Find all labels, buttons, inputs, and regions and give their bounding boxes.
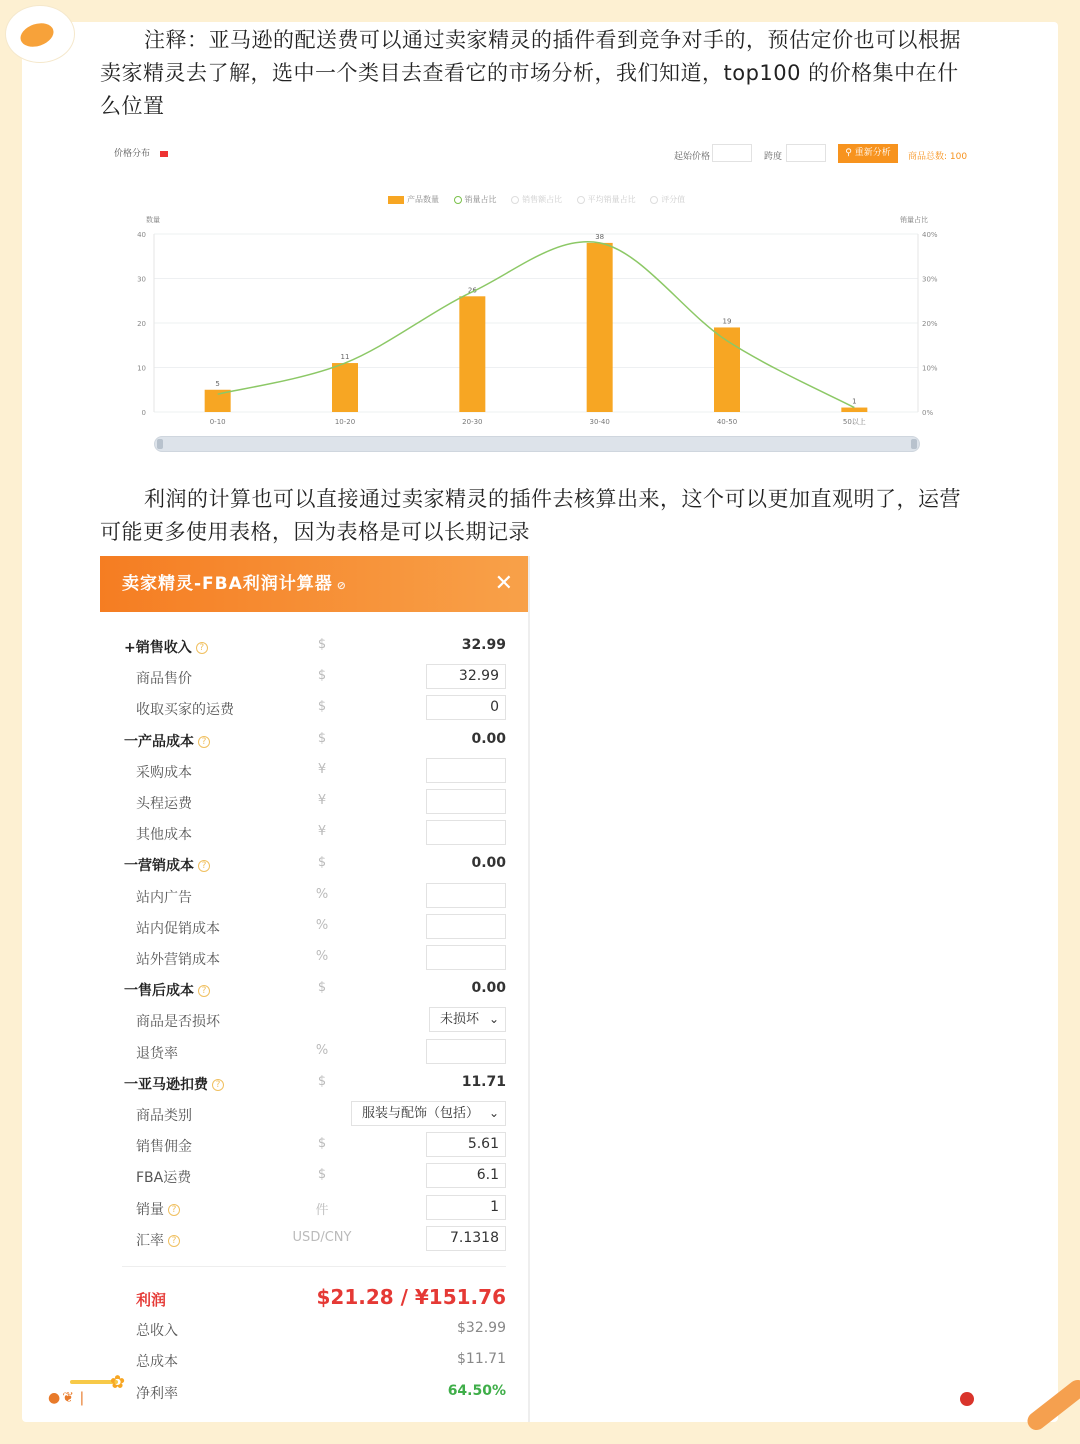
- help-icon[interactable]: ?: [198, 736, 210, 748]
- calc-field-row: [100, 1129, 530, 1160]
- help-icon[interactable]: ?: [196, 642, 208, 654]
- help-icon[interactable]: ?: [212, 1079, 224, 1091]
- total-cost-row: [100, 1344, 530, 1375]
- x-tick-label: 30-40: [589, 418, 610, 426]
- calc-group-row: [100, 848, 530, 879]
- step-label: 跨度: [764, 152, 783, 162]
- total-note: 商品总数: 100: [908, 152, 968, 162]
- unit-label: ¥: [317, 761, 327, 777]
- select-value: 未损坏: [439, 1012, 479, 1028]
- value-input[interactable]: 6.1: [426, 1163, 506, 1188]
- calc-field-row: [100, 1223, 530, 1254]
- value-input[interactable]: [426, 945, 506, 970]
- bar-value-label: 19: [722, 317, 732, 326]
- field-label: [136, 824, 192, 844]
- right-tick-label: 30%: [922, 275, 938, 284]
- group-total: 0.00: [471, 980, 506, 997]
- intro-text: 注释：亚马逊的配送费可以通过卖家精灵的插件看到竞争对手的，预估定价也可以根据卖家精灵去了解，选中一个类目去查看它的市场分析，我们知道，top100 的价格集中在什么位置: [100, 28, 961, 118]
- unit-label: ¥: [317, 824, 327, 840]
- value-input[interactable]: [426, 1039, 506, 1064]
- bar-value-label: 5: [215, 379, 220, 388]
- summary-value: $32.99: [457, 1320, 506, 1337]
- value-input[interactable]: 32.99: [426, 664, 506, 689]
- field-label-text: 一亚马逊扣费: [124, 1076, 208, 1093]
- group-total: 32.99: [461, 637, 506, 653]
- field-label: [136, 1136, 192, 1156]
- value-input[interactable]: 7.1318: [426, 1226, 506, 1251]
- bar-value-label: 11: [340, 353, 350, 362]
- apple-icon: [960, 1392, 974, 1406]
- right-axis-label: 销量占比: [900, 216, 928, 224]
- calc-field-row: [100, 1004, 530, 1035]
- price-distribution-panel: [100, 136, 980, 466]
- decor-blob: [6, 6, 74, 62]
- field-label-text: FBA运费: [136, 1170, 192, 1187]
- group-total: 0.00: [471, 855, 506, 872]
- field-label-text: 一营销成本: [124, 858, 194, 875]
- field-label: [136, 1167, 191, 1187]
- chevron-down-icon: ⌄: [488, 1012, 499, 1027]
- field-label-text: +销售收入: [124, 640, 192, 656]
- bar: [841, 408, 867, 412]
- value-select[interactable]: [351, 1101, 506, 1126]
- calc-group-row: [100, 724, 530, 755]
- field-label-text: 采购成本: [136, 764, 192, 781]
- calc-group-row: [100, 973, 530, 1004]
- field-label: [136, 949, 220, 969]
- bar: [332, 363, 358, 412]
- value-input[interactable]: 1: [426, 1195, 506, 1220]
- legend-label: 平均销量占比: [587, 195, 636, 204]
- start-price-label: 起始价格: [674, 152, 711, 162]
- field-label-text: 其他成本: [136, 827, 192, 844]
- group-total: 11.71: [461, 1073, 506, 1090]
- bar-value-label: 1: [852, 397, 857, 406]
- bar: [205, 390, 231, 412]
- chart-zoom-scrollbar[interactable]: [154, 436, 920, 452]
- analyze-button[interactable]: [838, 144, 898, 163]
- calc-field-row: [100, 942, 530, 973]
- value-input[interactable]: [426, 883, 506, 908]
- field-label-text: 收取买家的运费: [136, 702, 234, 719]
- field-label: [124, 1074, 224, 1094]
- calc-group-row: [100, 630, 530, 661]
- help-icon[interactable]: ?: [198, 860, 210, 872]
- left-axis-label: 数量: [146, 216, 160, 224]
- field-label: [124, 637, 208, 657]
- calculator-header: [100, 556, 528, 612]
- help-icon[interactable]: ?: [168, 1204, 180, 1216]
- select-value: 服装与配饰（包括）: [361, 1106, 479, 1121]
- unit-label: $: [317, 668, 327, 684]
- left-tick-label: 30: [137, 275, 146, 284]
- legend-label: 销量占比: [464, 195, 497, 204]
- help-icon[interactable]: ?: [198, 985, 210, 997]
- unit-label: $: [317, 730, 327, 746]
- chevron-down-icon: ⌄: [488, 1106, 499, 1120]
- group-total: 0.00: [471, 730, 506, 747]
- filter-icon: ⚲: [845, 148, 855, 158]
- legend-label: 销售额占比: [522, 195, 563, 204]
- chart-panel-title: [114, 146, 168, 159]
- left-tick-label: 10: [137, 364, 146, 373]
- field-label: [136, 793, 192, 813]
- unit-label: $: [317, 1073, 327, 1089]
- value-input[interactable]: [426, 758, 506, 783]
- field-label: [136, 762, 192, 782]
- summary-label: 总成本: [136, 1354, 178, 1371]
- unit-label: $: [317, 637, 327, 652]
- intro-paragraph: [100, 24, 980, 123]
- start-price-input[interactable]: [712, 144, 752, 162]
- field-label: [136, 1011, 220, 1031]
- decor-dot: [17, 19, 56, 50]
- unit-label: %: [315, 1042, 329, 1058]
- field-label-text: 站内促销成本: [136, 920, 220, 937]
- net-margin-row: [100, 1376, 530, 1407]
- x-tick-label: 0-10: [209, 418, 226, 426]
- field-label-text: 销售佣金: [136, 1139, 192, 1156]
- field-label-text: 站外营销成本: [136, 952, 220, 968]
- calc-field-row: [100, 1192, 530, 1223]
- field-label-text: 退货率: [136, 1045, 178, 1062]
- legend-item-avg-sales[interactable]: [577, 195, 636, 204]
- link-icon[interactable]: ⊘: [336, 579, 348, 592]
- divider: [122, 1266, 506, 1267]
- bar: [587, 243, 613, 412]
- left-tick-label: 20: [137, 320, 146, 328]
- unit-label: %: [315, 949, 329, 964]
- total-income-row: [100, 1313, 530, 1344]
- left-tick-label: 40: [137, 231, 146, 239]
- flower-icon: ✿: [110, 1372, 126, 1393]
- calc-field-row: [100, 817, 530, 848]
- x-tick-label: 10-20: [334, 418, 356, 426]
- legend-ring: [511, 196, 519, 204]
- scrollbar-handle-left[interactable]: [157, 439, 163, 449]
- close-icon[interactable]: ✕: [494, 571, 514, 596]
- summary-value: $21.28 / ¥151.76: [316, 1285, 506, 1309]
- value-input[interactable]: 5.61: [426, 1132, 506, 1157]
- field-label-text: 一售后成本: [124, 983, 194, 1000]
- value-input[interactable]: [426, 789, 506, 814]
- fba-profit-calculator: [100, 556, 530, 1422]
- middle-paragraph: [100, 483, 980, 549]
- unit-label: $: [317, 855, 327, 871]
- field-label: [136, 1043, 178, 1063]
- calc-field-row: [100, 1160, 530, 1191]
- bar-value-label: 38: [595, 232, 605, 241]
- video-icon[interactable]: [160, 151, 168, 157]
- field-label: [136, 1105, 192, 1125]
- legend-item-rating[interactable]: [650, 195, 685, 204]
- field-label: [124, 731, 210, 751]
- legend-ring: [577, 196, 585, 204]
- calc-field-row: [100, 911, 530, 942]
- fruit-icons: ●❦❘: [48, 1390, 90, 1406]
- calc-field-row: [100, 880, 530, 911]
- summary-label: 总收入: [136, 1323, 178, 1340]
- summary-label: 净利率: [136, 1385, 178, 1402]
- right-tick-label: 40%: [922, 231, 938, 239]
- scrollbar-handle-right[interactable]: [911, 439, 917, 449]
- field-label-text: 商品售价: [136, 671, 192, 688]
- value-input[interactable]: [426, 914, 506, 939]
- unit-label: $: [317, 1136, 327, 1152]
- field-label: [136, 699, 234, 719]
- unit-label: %: [315, 917, 329, 933]
- legend-ring: [454, 196, 462, 204]
- sales-share-line: [218, 242, 855, 408]
- field-label: [136, 668, 192, 688]
- field-label-text: 商品是否损坏: [136, 1014, 220, 1031]
- calc-field-row: [100, 661, 530, 692]
- field-label: [136, 1199, 180, 1219]
- value-input[interactable]: [426, 820, 506, 845]
- unit-label: $: [317, 980, 327, 996]
- right-tick-label: 10%: [922, 364, 938, 373]
- calc-group-row: [100, 1067, 530, 1098]
- calc-field-row: [100, 692, 530, 723]
- calc-field-row: [100, 786, 530, 817]
- chart-legend: [388, 194, 697, 205]
- legend-label: 产品数量: [407, 195, 439, 204]
- right-tick-label: 20%: [922, 320, 938, 328]
- value-select[interactable]: [429, 1007, 506, 1032]
- price-distribution-chart: [100, 206, 980, 436]
- field-label: [124, 855, 210, 875]
- value-input[interactable]: 0: [426, 695, 506, 720]
- bar: [459, 296, 485, 412]
- field-label-text: 商品类别: [136, 1108, 192, 1124]
- analyze-button-label: 重新分析: [854, 148, 891, 158]
- unit-label: USD/CNY: [292, 1229, 352, 1245]
- field-label-text: 销量: [136, 1201, 164, 1218]
- field-label-text: 头程运费: [136, 796, 192, 812]
- field-label-text: 站内广告: [136, 889, 192, 906]
- legend-label: 评分值: [661, 195, 686, 204]
- field-label-text: 汇率: [136, 1232, 164, 1249]
- unit-label: $: [317, 699, 327, 715]
- right-tick-label: 0%: [922, 409, 934, 417]
- x-tick-label: 20-30: [462, 418, 483, 426]
- unit-label: 件: [315, 1202, 329, 1218]
- field-label: [136, 918, 220, 938]
- legend-swatch: [388, 196, 404, 204]
- field-label: [136, 1230, 180, 1250]
- field-label: [136, 887, 192, 907]
- left-tick-label: 0: [141, 409, 146, 417]
- x-tick-label: 50以上: [842, 418, 866, 426]
- field-label-text: 一产品成本: [124, 733, 194, 750]
- bar-value-label: 26: [467, 286, 477, 295]
- summary-value: 64.50%: [447, 1382, 506, 1399]
- calc-field-row: [100, 1098, 530, 1129]
- x-tick-label: 40-50: [716, 418, 738, 426]
- legend-item-count[interactable]: [388, 195, 439, 204]
- profit-row: [100, 1282, 530, 1313]
- calc-field-row: [100, 755, 530, 786]
- unit-label: ¥: [317, 793, 327, 808]
- summary-value: $11.71: [457, 1351, 506, 1368]
- calc-field-row: [100, 1036, 530, 1067]
- chart-title-text: 价格分布: [114, 149, 151, 159]
- help-icon[interactable]: ?: [168, 1235, 180, 1247]
- calculator-title: 卖家精灵-FBA利润计算器: [122, 574, 333, 594]
- legend-item-revenue-share[interactable]: [511, 195, 562, 204]
- legend-item-sales-share[interactable]: [454, 195, 497, 204]
- unit-label: $: [317, 1167, 327, 1183]
- unit-label: %: [315, 886, 329, 902]
- legend-ring: [650, 196, 658, 204]
- summary-label: 利润: [136, 1291, 167, 1309]
- middle-text: 利润的计算也可以直接通过卖家精灵的插件去核算出来，这个可以更加直观明了，运营可能更多使用表格，因为表格是可以长期记录: [100, 487, 961, 544]
- step-input[interactable]: [786, 144, 826, 162]
- field-label: [124, 980, 210, 1000]
